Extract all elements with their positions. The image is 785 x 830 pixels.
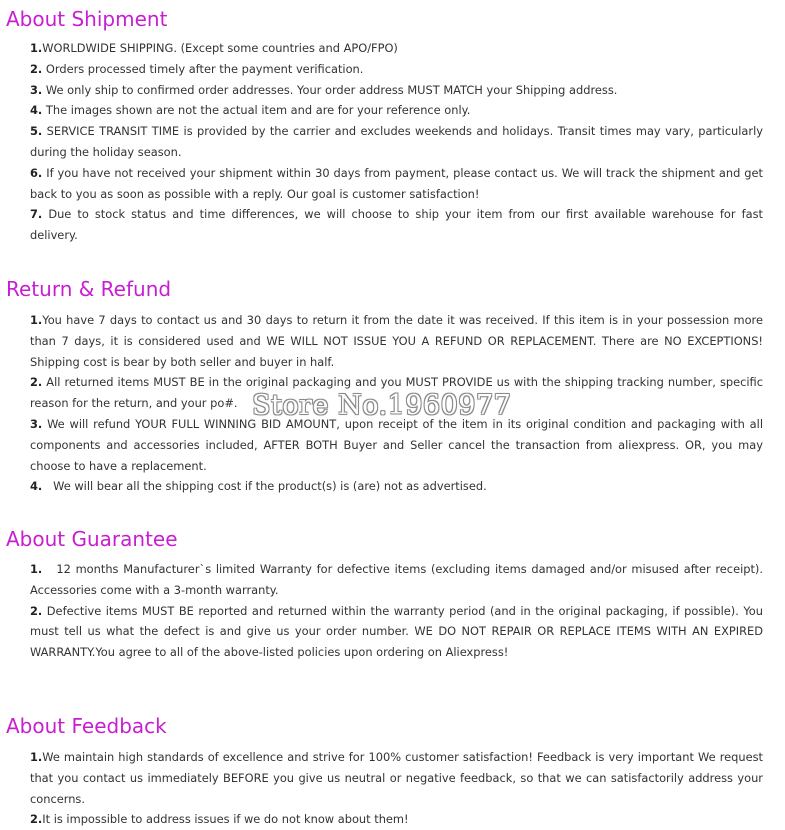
list-item [30, 80, 763, 101]
item-number: 1. [30, 41, 43, 55]
list-item [30, 310, 763, 372]
item-number: 2. [30, 812, 43, 827]
item-number: 4. [30, 479, 43, 494]
item-text: Defective items MUST BE reported and returned within the warranty period (and in the original packaging, if possible). You must tell us what the defect is and give us your order number. WE DO NOT REPAIR OR REPLACE ITEMS WITH AN EXPIRED WARRANTY.You agree to all of the above-listed policies upon ordering on Aliexpress! [30, 603, 763, 660]
item-number: 2. [30, 61, 43, 76]
list-item [30, 59, 763, 80]
list-item [30, 163, 763, 205]
shipment-heading: About Shipment [6, 7, 168, 31]
item-number: 4. [30, 103, 43, 118]
list-item [30, 809, 763, 830]
item-text: We will refund YOUR FULL WINNING BID AMOUNT, upon receipt of the item in its original condition and packaging with all components and accessories included, AFTER BOTH Buyer and Seller cancel the transaction from aliexpress. OR, you may choose to have a replacement. [30, 416, 763, 473]
guarantee-list [30, 559, 767, 663]
item-text: We maintain high standards of excellence and strive for 100% customer satisfaction! Feedback is very important We request that you contact us immediately BEFORE you give us neutral or negative feedback, so that we can satisfactorily address your concerns. [30, 750, 763, 806]
item-text: WORLDWIDE SHIPPING. (Except some countries and APO/FPO) [42, 41, 398, 55]
list-item [30, 559, 767, 601]
list-item [30, 601, 763, 663]
item-number: 1. [30, 313, 43, 327]
item-text: If you have not received your shipment within 30 days from payment, please contact us. We will track the shipment and get back to you as soon as possible with a reply. Our goal is customer satisfaction! [30, 165, 763, 201]
item-number: 5. [30, 124, 43, 139]
item-text: Due to stock status and time differences, we will choose to ship your item from our first available warehouse for fast delivery. [30, 207, 763, 243]
list-item [30, 121, 763, 163]
list-item [30, 38, 763, 59]
item-text: We will bear all the shipping cost if the product(s) is (are) not as advertised. [42, 479, 487, 494]
item-number: 2. [30, 375, 43, 390]
item-number: 3. [30, 416, 43, 431]
store-watermark: Store No.1960977 [252, 390, 512, 421]
item-number: 2. [30, 603, 43, 618]
item-number: 6. [30, 165, 43, 180]
list-item [30, 204, 763, 246]
feedback-list [30, 747, 763, 830]
list-item [30, 747, 763, 809]
item-text: We only ship to confirmed order addresses. Your order address MUST MATCH your Shipping address. [42, 82, 618, 97]
item-number: 1. [30, 750, 43, 764]
item-text: You have 7 days to contact us and 30 days to return it from the date it was received. If this item is in your possession more than 7 days, it is considered used and WE WILL NOT ISSUE YOU A REFUND OR REPLACEMENT. There are NO EXCEPTIONS! Shipping cost is bear by both seller and buyer in half. [30, 313, 763, 369]
item-text: 12 months Manufacturer`s limited Warranty for defective items (excluding items damaged and/or misused after receipt). Accessories come with a 3-month warranty. [30, 562, 767, 597]
item-number: 3. [30, 82, 43, 97]
item-text: It is impossible to address issues if we do not know about them! [42, 812, 409, 827]
item-text: All returned items MUST BE in the original packaging and you MUST PROVIDE us with the shipping tracking number, specific reason for the return, and your po#. [30, 375, 763, 411]
item-text: SERVICE TRANSIT TIME is provided by the carrier and excludes weekends and holidays. Transit times may vary, particularly during the holiday season. [30, 124, 763, 159]
list-item [30, 476, 763, 497]
item-number: 1. [30, 562, 43, 576]
item-text: The images shown are not the actual item and are for your reference only. [42, 103, 471, 118]
guarantee-heading: About Guarantee [6, 527, 178, 551]
item-text: Orders processed timely after the payment verification. [42, 61, 364, 76]
shipment-list [30, 38, 763, 246]
refund-heading: Return & Refund [6, 277, 172, 301]
list-item [30, 100, 763, 121]
feedback-heading: About Feedback [6, 714, 167, 738]
item-number: 7. [30, 207, 43, 222]
